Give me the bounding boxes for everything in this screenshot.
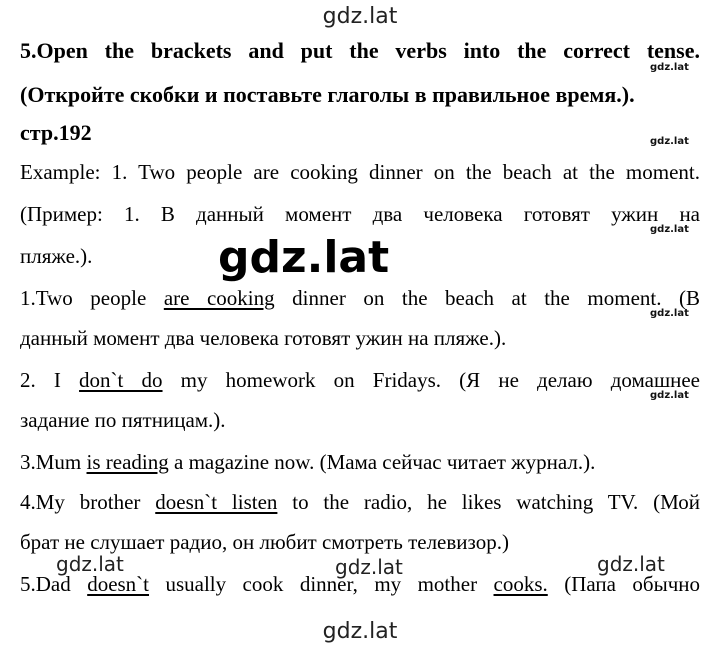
answer-5-pre: 5.Dad — [20, 572, 88, 596]
answer-5-verb: doesn`t — [87, 572, 150, 596]
answer-3 — [20, 450, 700, 475]
answer-4-pre: 4.My brother — [20, 490, 156, 514]
watermark-small: gdz.lat — [650, 136, 689, 147]
watermark-bottom: gdz.lat — [322, 619, 398, 644]
answer-3-post: a magazine now. (Мама сейчас читает журнал.). — [168, 450, 596, 474]
watermark-small: gdz.lat — [650, 224, 689, 235]
answer-5-mid: usually cook dinner, my mother — [149, 572, 494, 596]
answer-1-pre: 1.Two people — [20, 286, 164, 310]
answer-3-verb: is reading — [86, 450, 169, 474]
example-russian-cont: пляже.). — [20, 244, 93, 268]
example-russian: (Пример: 1. В данный момент два человека готовят ужин на — [20, 202, 700, 226]
answer-1-verb: are cooking — [163, 286, 275, 310]
answer-5-verb2: cooks. — [493, 572, 548, 596]
answer-2-pre: 2. I — [20, 368, 80, 392]
watermark-mid: gdz.lat — [56, 552, 124, 576]
task-heading-russian: (Откройте скобки и поставьте глаголы в правильное время.). — [20, 82, 635, 107]
answer-1-post: dinner on the beach at the moment. (В — [274, 286, 700, 310]
watermark-small: gdz.lat — [650, 308, 689, 319]
answer-3-pre: 3.Mum — [20, 450, 87, 474]
answer-4-translation: брат не слушает радио, он любит смотреть телевизор.) — [20, 530, 509, 554]
example-english: Example: 1. Two people are cooking dinner on the beach at the moment. — [20, 160, 700, 184]
answer-4-post: to the radio, he likes watching TV. (Мой — [277, 490, 700, 514]
task-heading-english: 5.Open the brackets and put the verbs into the correct tense. — [20, 38, 700, 63]
page-number: стр.192 — [20, 120, 92, 145]
watermark-top: gdz.lat — [322, 4, 398, 29]
watermark-small: gdz.lat — [650, 62, 689, 73]
answer-2-post: my homework on Fridays. (Я не делаю домашнее — [162, 368, 700, 392]
answer-1-translation: данный момент два человека готовят ужин на пляже.). — [20, 326, 507, 350]
watermark-mid: gdz.lat — [597, 552, 665, 576]
answer-2-verb: don`t do — [79, 368, 163, 392]
answer-5-post: (Папа обычно — [547, 572, 700, 596]
answer-1 — [20, 286, 700, 311]
answer-2-translation: задание по пятницам.). — [20, 408, 226, 432]
watermark-large: gdz.lat — [218, 232, 390, 283]
answer-2 — [20, 368, 700, 393]
watermark-small: gdz.lat — [650, 390, 689, 401]
answer-4-verb: doesn`t listen — [155, 490, 278, 514]
answer-5 — [20, 572, 700, 597]
watermark-mid: gdz.lat — [335, 555, 403, 579]
answer-4 — [20, 490, 700, 515]
